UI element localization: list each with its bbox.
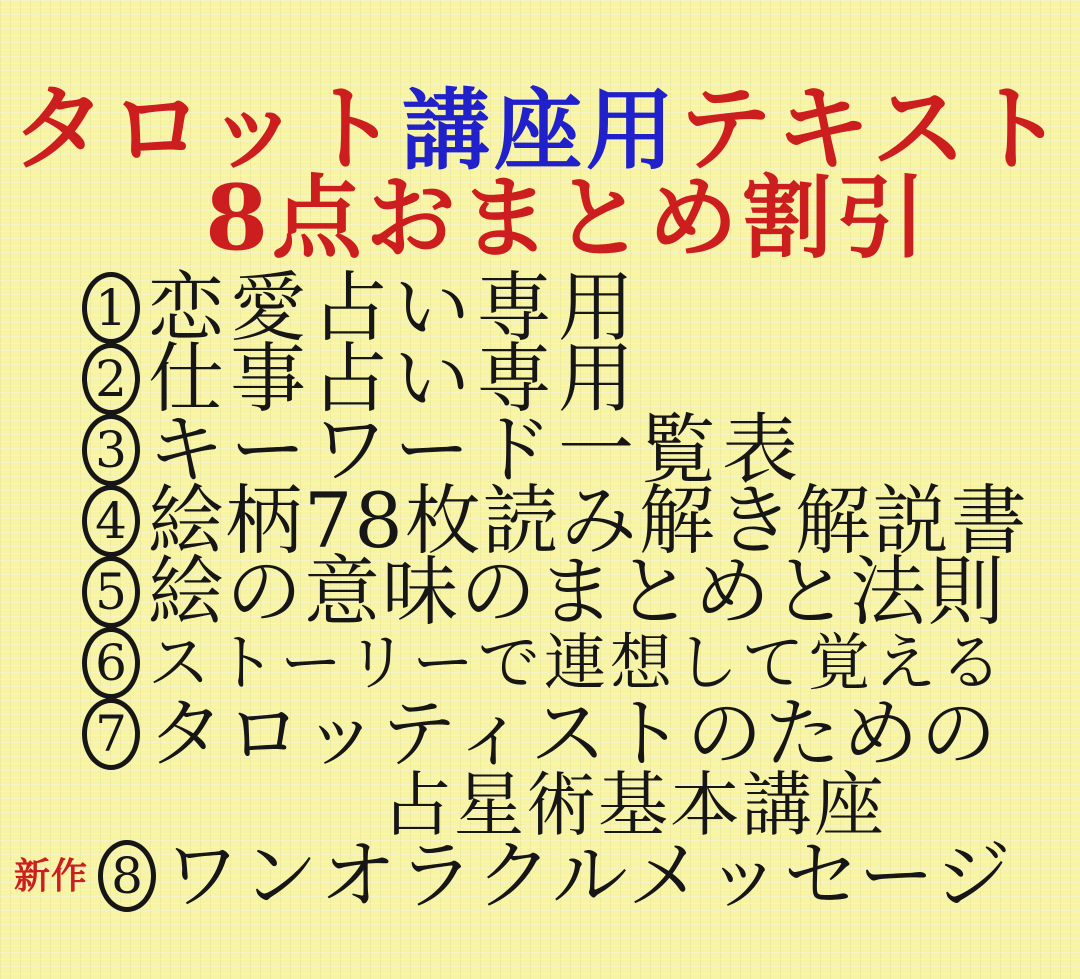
item-number: 5: [95, 562, 127, 621]
circled-number-5: [82, 556, 140, 628]
circled-number-1: [82, 272, 140, 344]
item-number: 1: [95, 278, 127, 337]
item-text: キーワード一覧表: [148, 404, 804, 494]
circled-number-6: [82, 627, 140, 699]
list-item-5: [82, 546, 1080, 636]
item-number: 7: [95, 704, 127, 763]
title-line-2: 8点おまとめ割引: [205, 165, 930, 271]
item-text: 占星術基本講座: [382, 763, 886, 846]
item-number: 4: [95, 491, 127, 550]
item-text: 仕事占い専用: [148, 333, 640, 423]
title-part-course: 講座用: [401, 78, 678, 182]
list-item-7-continuation: [82, 763, 1080, 846]
circled-number-7: [82, 698, 140, 770]
title-part-text: テキスト: [678, 74, 1069, 184]
list-item-6: [82, 627, 1080, 698]
list-item-1: [82, 262, 1080, 352]
circled-number-4: [82, 485, 140, 557]
circled-number-3: [82, 414, 140, 486]
list-item-8: [14, 830, 1080, 920]
item-text: 絵の意味のまとめと法則: [148, 546, 1006, 636]
item-number: 8: [111, 846, 143, 905]
circled-number-2: [82, 343, 140, 415]
item-text: タロッティストのための: [148, 688, 999, 778]
list-item-7: [82, 688, 1080, 778]
item-number: 3: [95, 420, 127, 479]
item-text: ワンオラクルメッセージ: [164, 830, 1013, 920]
item-number: 6: [95, 633, 127, 692]
title-part-tarot: タロット: [11, 74, 402, 184]
item-text: ストーリーで連想して覚える: [148, 625, 1007, 699]
circled-number-8: [98, 840, 156, 912]
item-list: [14, 262, 1080, 920]
list-item-4: [82, 475, 1080, 565]
new-release-badge: 新作: [14, 854, 89, 897]
list-item-2: [82, 333, 1080, 423]
item-text: 絵柄78枚読み解き解説書: [148, 475, 1029, 565]
item-text: 恋愛占い専用: [148, 262, 640, 352]
item-number: 2: [95, 349, 127, 408]
list-item-3: [82, 404, 1080, 494]
